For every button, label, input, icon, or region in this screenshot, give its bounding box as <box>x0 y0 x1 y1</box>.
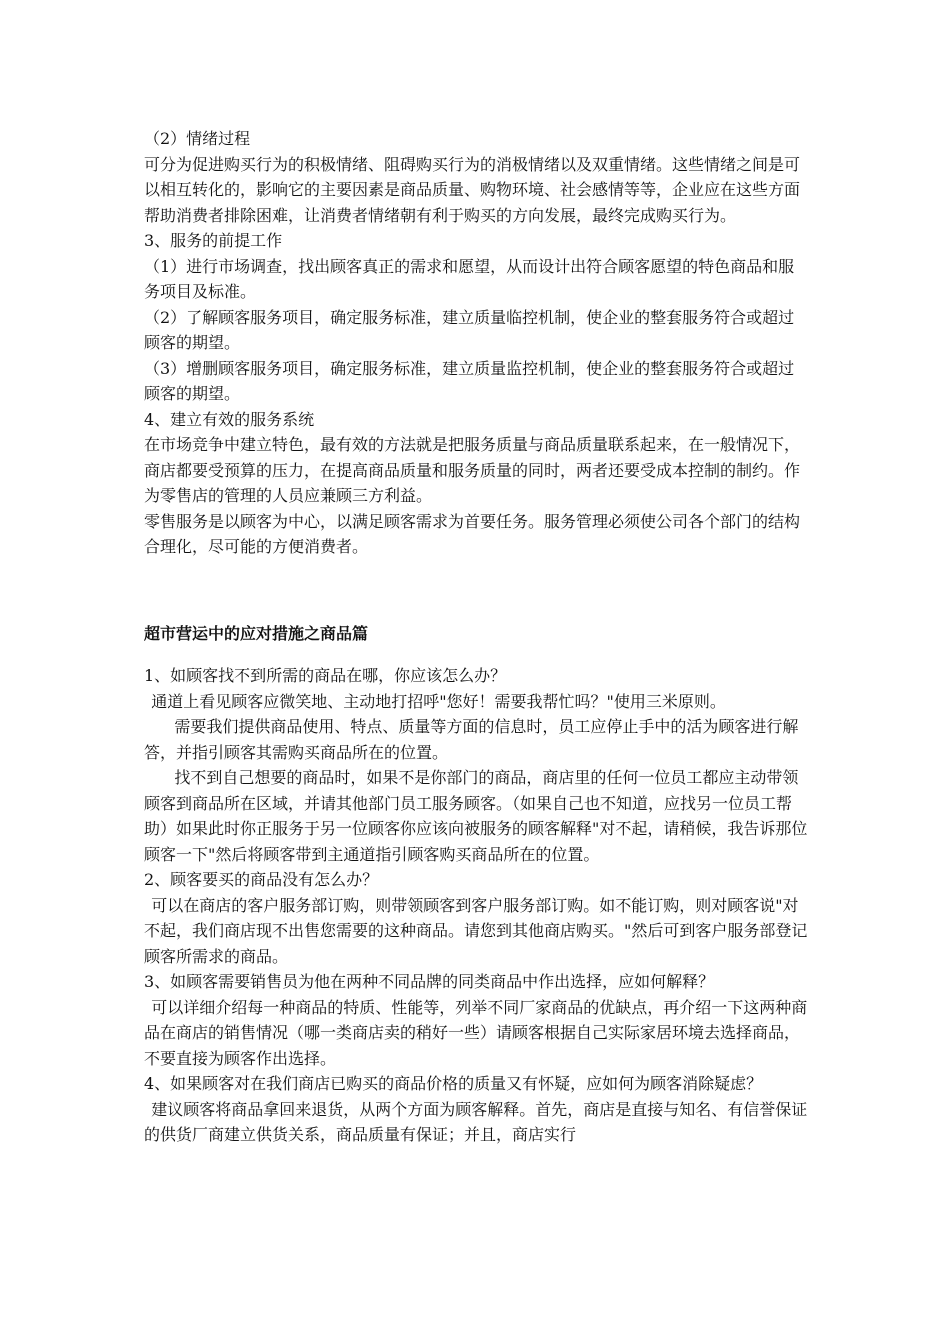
paragraph: 建议顾客将商品拿回来退货，从两个方面为顾客解释。首先，商店是直接与知名、有信誉保证的供货厂商建立供货关系，商品质量有保证；并且，商店实行 <box>144 1099 808 1144</box>
question: 3、如顾客需要销售员为他在两种不同品牌的同类商品中作出选择，应如何解释？ <box>144 972 715 991</box>
section-consumer-service <box>144 126 810 560</box>
subheading-service-system: 4、建立有效的服务系统 <box>144 409 315 429</box>
question: 2、顾客要买的商品没有怎么办？ <box>144 870 379 889</box>
list-item: （1）进行市场调查，找出顾客真正的需求和愿望，从而设计出符合顾客愿望的特色商品和服务项目及标准。 <box>144 256 795 301</box>
list-item: （2）了解顾客服务项目，确定服务标准，建立质量临控机制，使企业的整套服务符合或超过顾客的期望。 <box>144 307 795 352</box>
section-merchandise-measures <box>144 663 810 1148</box>
subheading-emotion-process: （2）情绪过程 <box>144 129 251 148</box>
question: 4、如果顾客对在我们商店已购买的商品价格的质量又有怀疑，应如何为顾客消除疑虑？ <box>144 1074 763 1093</box>
paragraph: 需要我们提供商品使用、特点、质量等方面的信息时，员工应停止手中的活为顾客进行解答，并指引顾客其需购买商品所在的位置。 <box>144 717 799 762</box>
list-item: （3）增删顾客服务项目，确定服务标准，建立质量监控机制，使企业的整套服务符合或超过顾客的期望。 <box>144 358 795 403</box>
subheading-service-prerequisite: 3、服务的前提工作 <box>144 231 283 250</box>
paragraph: 在市场竞争中建立特色，最有效的方法就是把服务质量与商品质量联系起来，在一般情况下，商店都要受预算的压力，在提高商品质量和服务质量的同时，两者还要受成本控制的制约。作为零售店的管理的人员应兼顾三方利益。 <box>144 435 801 505</box>
paragraph: 可以在商店的客户服务部订购，则带领顾客到客户服务部订购。如不能订购，则对顾客说"对不起，我们商店现不出售您需要的这种商品。请您到其他商店购买。"然后可到客户服务部登记顾客所需求的商品。 <box>144 895 808 966</box>
paragraph: 找不到自己想要的商品时，如果不是你部门的商品，商店里的任何一位员工都应主动带领顾客到商品所在区域，并请其他部门员工服务顾客。（如果自己也不知道，应找另一位员工帮助）如果此时你正服务于另一位顾客你应该向被服务的顾客解释"对不起，请稍候，我告诉那位顾客一下"然后将顾客带到主通道指引顾客购买商品所在的位置。 <box>144 768 808 864</box>
paragraph: 可以详细介绍每一种商品的特质、性能等，列举不同厂家商品的优缺点，再介绍一下这两种商品在商店的销售情况（哪一类商店卖的稍好一些）请顾客根据自己实际家居环境去选择商品，不要直接为顾客作出选择。 <box>144 997 808 1068</box>
paragraph: 零售服务是以顾客为中心，以满足顾客需求为首要任务。服务管理必须使公司各个部门的结构合理化，尽可能的方便消费者。 <box>144 511 801 556</box>
question: 1、如顾客找不到所需的商品在哪，你应该怎么办？ <box>144 666 507 685</box>
paragraph: 通道上看见顾客应微笑地、主动地打招呼"您好！需要我帮忙吗？"使用三米原则。 <box>151 691 726 711</box>
section-heading: 超市营运中的应对措施之商品篇 <box>144 624 369 643</box>
paragraph: 可分为促进购买行为的积极情绪、阻碍购买行为的消极情绪以及双重情绪。这些情绪之间是可以相互转化的，影响它的主要因素是商品质量、购物环境、社会感情等等，企业应在这些方面帮助消费者排除困难，让消费者情绪朝有利于购买的方向发展，最终完成购买行为。 <box>144 154 801 225</box>
